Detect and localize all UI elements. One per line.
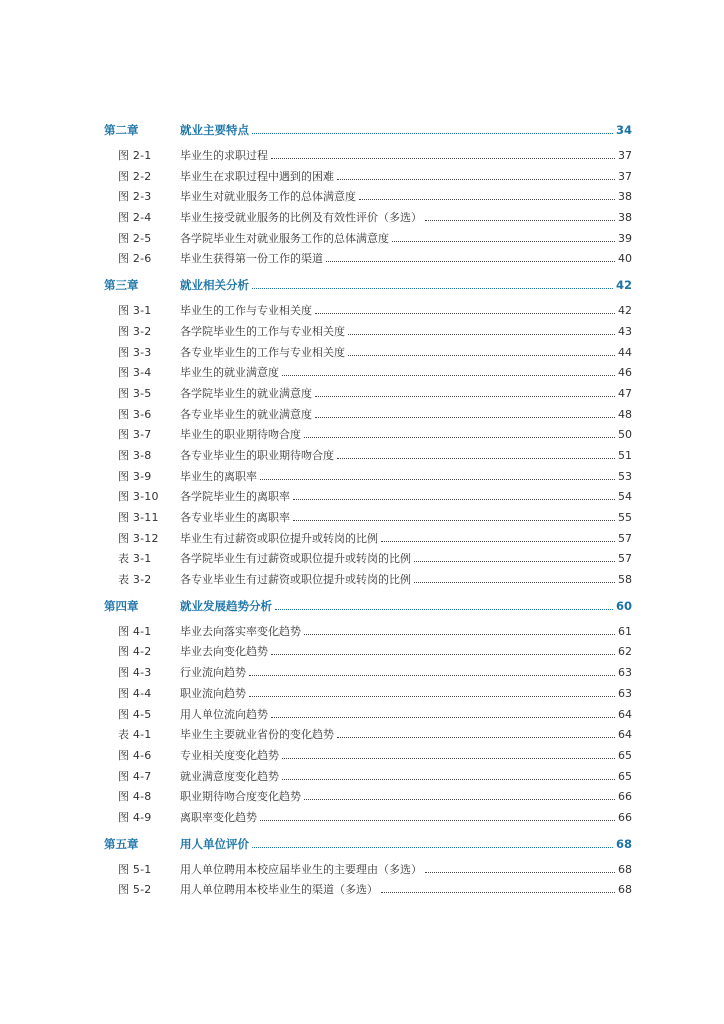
entry-page-number: 47 — [618, 386, 632, 400]
toc-entry[interactable] — [104, 809, 632, 830]
entry-page-number: 42 — [618, 304, 632, 318]
dot-leader — [249, 675, 615, 676]
entry-title: 毕业生有过薪资或职位提升或转岗的比例 — [180, 531, 378, 545]
entry-label: 图 5-1 — [118, 862, 152, 876]
entry-page-number: 37 — [618, 149, 632, 162]
entry-label: 图 2-5 — [118, 231, 152, 245]
entry-title: 用人单位聘用本校毕业生的渠道（多选） — [180, 883, 378, 897]
chapter-page-number: 34 — [615, 123, 632, 137]
dot-leader — [359, 199, 615, 200]
toc-entry[interactable] — [104, 447, 632, 468]
entry-title: 毕业去向变化趋势 — [180, 645, 268, 659]
chapter-number: 第三章 — [104, 278, 139, 293]
dot-leader — [315, 417, 615, 418]
chapter-title: 就业主要特点 — [180, 123, 249, 137]
entry-page-number: 50 — [618, 428, 632, 442]
toc-entry[interactable] — [104, 643, 632, 664]
entry-label: 图 3-7 — [118, 428, 152, 442]
entry-title: 行业流向趋势 — [180, 666, 246, 680]
entry-title: 用人单位流向趋势 — [180, 707, 268, 721]
chapter-number: 第五章 — [104, 836, 139, 851]
entry-title: 毕业生主要就业省份的变化趋势 — [180, 728, 334, 742]
dot-leader — [414, 582, 615, 583]
dot-leader — [249, 696, 615, 697]
entry-label: 图 3-10 — [118, 490, 159, 504]
dot-leader — [337, 737, 615, 738]
dot-leader — [337, 179, 615, 180]
entry-page-number: 65 — [618, 748, 632, 762]
entry-label: 图 4-5 — [118, 707, 152, 721]
entry-title: 毕业生获得第一份工作的渠道 — [180, 252, 323, 266]
toc-entry[interactable] — [104, 468, 632, 489]
entry-page-number: 51 — [618, 448, 632, 462]
entry-title: 各专业毕业生有过薪资或职位提升或转岗的比例 — [180, 573, 411, 587]
toc-entry[interactable] — [104, 881, 632, 902]
entry-label: 图 2-1 — [118, 149, 152, 162]
entry-label: 图 3-11 — [118, 511, 159, 524]
dot-leader — [282, 375, 615, 376]
entry-title: 毕业生的工作与专业相关度 — [180, 304, 312, 318]
entry-page-number: 63 — [618, 666, 632, 680]
dot-leader — [252, 847, 613, 848]
entry-page-number: 58 — [618, 573, 632, 587]
entry-page-number: 37 — [618, 169, 632, 183]
toc-entry[interactable] — [104, 706, 632, 727]
dot-leader — [293, 520, 615, 521]
chapter-page-number: 68 — [615, 836, 632, 851]
toc-entry[interactable] — [104, 788, 632, 809]
entry-page-number: 40 — [618, 252, 632, 266]
chapter-block — [104, 122, 632, 271]
dot-leader — [348, 355, 615, 356]
entry-title: 毕业生在求职过程中遇到的困难 — [180, 169, 334, 183]
entry-label: 图 3-5 — [118, 386, 152, 400]
entry-page-number: 39 — [618, 231, 632, 245]
toc-entry[interactable] — [104, 323, 632, 344]
dot-leader — [315, 313, 615, 314]
table-of-contents — [104, 122, 632, 908]
toc-entry[interactable] — [104, 168, 632, 189]
toc-entry[interactable] — [104, 426, 632, 447]
entry-page-number: 57 — [618, 552, 632, 566]
dot-leader — [271, 654, 615, 655]
chapter-title: 就业相关分析 — [180, 278, 249, 293]
dot-leader — [271, 158, 615, 159]
chapter-heading[interactable] — [104, 598, 632, 619]
toc-entry[interactable] — [104, 230, 632, 251]
toc-entry[interactable] — [104, 623, 632, 644]
entry-label: 图 2-2 — [118, 169, 152, 183]
entry-page-number: 43 — [618, 324, 632, 338]
entry-title: 职业期待吻合度变化趋势 — [180, 790, 301, 804]
entry-label: 图 2-3 — [118, 190, 152, 204]
entry-label: 图 3-2 — [118, 324, 152, 338]
entry-label: 图 4-1 — [118, 624, 152, 638]
dot-leader — [381, 892, 615, 893]
entry-page-number: 64 — [618, 707, 632, 721]
dot-leader — [414, 561, 615, 562]
toc-entry[interactable] — [104, 344, 632, 365]
entry-label: 图 2-6 — [118, 252, 152, 266]
dot-leader — [304, 634, 615, 635]
entry-page-number: 38 — [618, 211, 632, 225]
entry-title: 职业流向趋势 — [180, 686, 246, 700]
entry-page-number: 62 — [618, 645, 632, 659]
toc-entry[interactable] — [104, 530, 632, 551]
entry-page-number: 57 — [618, 531, 632, 545]
toc-entry[interactable] — [104, 250, 632, 271]
toc-entry[interactable] — [104, 364, 632, 385]
entry-label: 图 4-4 — [118, 686, 152, 700]
entry-label: 图 3-1 — [118, 304, 152, 318]
entry-title: 各专业毕业生的工作与专业相关度 — [180, 345, 345, 359]
dot-leader — [425, 220, 615, 221]
entry-title: 专业相关度变化趋势 — [180, 748, 279, 762]
chapter-block — [104, 836, 632, 902]
entry-page-number: 54 — [618, 490, 632, 504]
dot-leader — [282, 758, 615, 759]
entry-title: 用人单位聘用本校应届毕业生的主要理由（多选） — [180, 862, 422, 876]
dot-leader — [293, 499, 615, 500]
chapter-title: 就业发展趋势分析 — [180, 598, 272, 613]
dot-leader — [326, 261, 615, 262]
chapter-title: 用人单位评价 — [180, 836, 249, 851]
dot-leader — [260, 820, 615, 821]
entry-page-number: 46 — [618, 366, 632, 380]
entry-title: 毕业生的求职过程 — [180, 149, 268, 162]
entry-label: 图 3-3 — [118, 345, 152, 359]
entry-label: 图 4-3 — [118, 666, 152, 680]
dot-leader — [425, 872, 615, 873]
toc-entry[interactable] — [104, 488, 632, 509]
chapter-block — [104, 598, 632, 830]
entry-label: 图 3-12 — [118, 531, 159, 545]
dot-leader — [271, 717, 615, 718]
entry-label: 图 3-4 — [118, 366, 152, 380]
entry-page-number: 61 — [618, 624, 632, 638]
dot-leader — [337, 458, 615, 459]
entry-page-number: 66 — [618, 810, 632, 824]
entry-title: 毕业生的就业满意度 — [180, 366, 279, 380]
entry-title: 毕业生的离职率 — [180, 469, 257, 483]
dot-leader — [260, 479, 615, 480]
entry-page-number: 44 — [618, 345, 632, 359]
entry-label: 图 5-2 — [118, 883, 152, 897]
dot-leader — [275, 609, 613, 610]
entry-label: 图 4-8 — [118, 790, 152, 804]
dot-leader — [304, 437, 615, 438]
toc-entry[interactable] — [104, 188, 632, 209]
entry-label: 图 2-4 — [118, 211, 152, 225]
entry-page-number: 55 — [618, 511, 632, 524]
toc-entry[interactable] — [104, 385, 632, 406]
entry-title: 各学院毕业生有过薪资或职位提升或转岗的比例 — [180, 552, 411, 566]
entry-page-number: 68 — [618, 862, 632, 876]
entry-title: 各专业毕业生的就业满意度 — [180, 407, 312, 421]
entry-label: 图 3-9 — [118, 469, 152, 483]
entry-page-number: 53 — [618, 469, 632, 483]
chapter-heading[interactable] — [104, 836, 632, 857]
entry-title: 各学院毕业生的工作与专业相关度 — [180, 324, 345, 338]
entry-page-number: 65 — [618, 769, 632, 783]
dot-leader — [348, 334, 615, 335]
entry-page-number: 48 — [618, 407, 632, 421]
entry-title: 毕业生接受就业服务的比例及有效性评价（多选） — [180, 211, 422, 225]
entry-label: 图 4-6 — [118, 748, 152, 762]
entry-label: 表 3-2 — [118, 573, 152, 587]
entry-title: 各专业毕业生的离职率 — [180, 511, 290, 524]
entry-label: 图 3-6 — [118, 407, 152, 421]
entry-label: 表 4-1 — [118, 728, 152, 742]
entry-title: 各专业毕业生的职业期待吻合度 — [180, 448, 334, 462]
entry-page-number: 66 — [618, 790, 632, 804]
chapter-page-number: 42 — [615, 278, 632, 293]
dot-leader — [252, 133, 613, 134]
dot-leader — [315, 396, 615, 397]
entry-page-number: 64 — [618, 728, 632, 742]
entry-title: 各学院毕业生的离职率 — [180, 490, 290, 504]
entry-label: 图 3-8 — [118, 448, 152, 462]
toc-entry[interactable] — [104, 747, 632, 768]
toc-entry[interactable] — [104, 768, 632, 789]
dot-leader — [381, 541, 615, 542]
entry-title: 离职率变化趋势 — [180, 810, 257, 824]
entry-title: 毕业生对就业服务工作的总体满意度 — [180, 190, 356, 204]
chapter-number: 第二章 — [104, 123, 139, 137]
entry-title: 各学院毕业生的就业满意度 — [180, 386, 312, 400]
chapter-number: 第四章 — [104, 598, 139, 613]
toc-entry[interactable] — [104, 664, 632, 685]
entry-title: 各学院毕业生对就业服务工作的总体满意度 — [180, 231, 389, 245]
toc-entry[interactable] — [104, 726, 632, 747]
dot-leader — [392, 241, 615, 242]
entry-label: 图 4-9 — [118, 810, 152, 824]
chapter-block — [104, 277, 632, 592]
entry-title: 就业满意度变化趋势 — [180, 769, 279, 783]
toc-entry[interactable] — [104, 685, 632, 706]
toc-entry[interactable] — [104, 571, 632, 592]
toc-entry[interactable] — [104, 147, 632, 168]
entry-title: 毕业生的职业期待吻合度 — [180, 428, 301, 442]
entry-page-number: 63 — [618, 686, 632, 700]
dot-leader — [282, 779, 615, 780]
chapter-heading[interactable] — [104, 122, 632, 143]
toc-entry[interactable] — [104, 509, 632, 530]
toc-entry[interactable] — [104, 550, 632, 571]
entry-page-number: 38 — [618, 190, 632, 204]
entry-title: 毕业去向落实率变化趋势 — [180, 624, 301, 638]
chapter-page-number: 60 — [615, 598, 632, 613]
dot-leader — [252, 288, 613, 289]
toc-entry[interactable] — [104, 861, 632, 882]
entry-label: 表 3-1 — [118, 552, 152, 566]
toc-entry[interactable] — [104, 302, 632, 323]
entry-page-number: 68 — [618, 883, 632, 897]
dot-leader — [304, 799, 615, 800]
toc-entry[interactable] — [104, 406, 632, 427]
entry-label: 图 4-2 — [118, 645, 152, 659]
entry-label: 图 4-7 — [118, 769, 152, 783]
toc-entry[interactable] — [104, 209, 632, 230]
chapter-heading[interactable] — [104, 277, 632, 298]
